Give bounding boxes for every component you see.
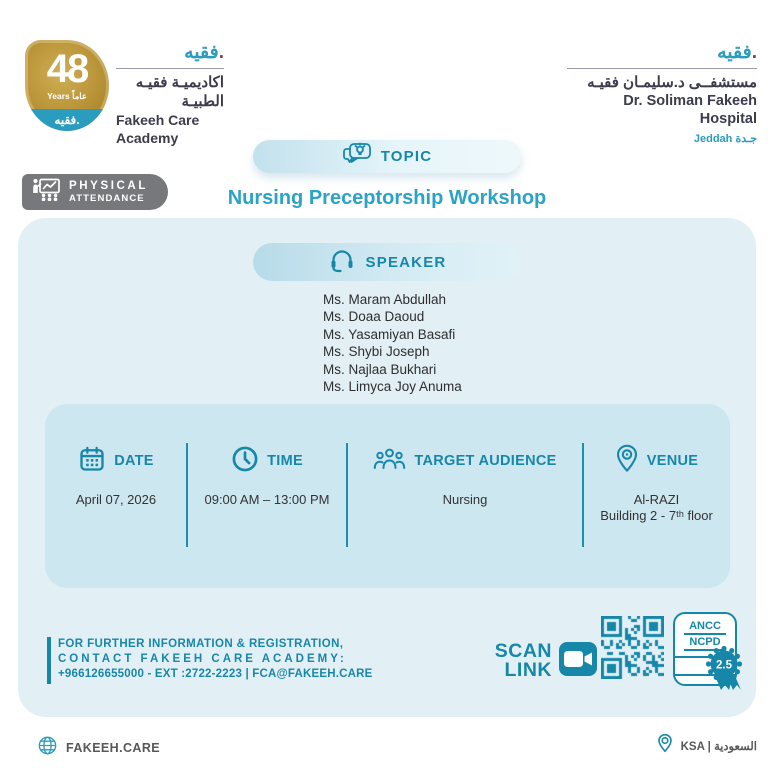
hospital-name-arabic: مستشفــى د.سليمـان فقيـه: [587, 74, 757, 91]
speaker-list: [323, 291, 462, 395]
date-value: April 07, 2026: [75, 492, 157, 507]
date-label: DATE: [114, 453, 154, 469]
contact-line-1: FOR FURTHER INFORMATION & REGISTRATION,: [58, 638, 344, 650]
time-column: [187, 404, 347, 588]
clock-icon: [231, 445, 259, 478]
accreditation-badge: [673, 612, 737, 686]
academy-logo-block: [116, 42, 224, 147]
map-pin-icon: [657, 733, 673, 759]
scan-link-label: SCAN LINK: [494, 640, 552, 681]
location-pin-icon: [615, 444, 639, 479]
anniversary-years-label: Years عاماً: [47, 91, 87, 101]
anniversary-band-logo: فقيه .: [25, 109, 109, 131]
speaker-label: SPEAKER: [365, 253, 447, 271]
fakeeh-wordmark-right: فقيه.: [717, 42, 757, 63]
footer-website: [38, 736, 160, 760]
topic-pill: [253, 140, 521, 173]
audience-label: TARGET AUDIENCE: [414, 453, 557, 469]
svg-text:2.5: 2.5: [716, 659, 732, 672]
hospital-name-english: Dr. Soliman Fakeeh Hospital: [623, 93, 757, 127]
topic-label: TOPIC: [380, 148, 433, 165]
event-details-card: [45, 404, 730, 588]
attendance-mode-label: PHYSICAL ATTENDANCE: [69, 180, 148, 204]
speaker-name: Ms. Doaa Daoud: [323, 309, 425, 325]
logo-divider: [567, 68, 757, 69]
city-label: Jeddah جـدة: [693, 133, 757, 145]
content-card: [18, 218, 756, 717]
logo-divider: [116, 68, 224, 69]
academy-name-english: Fakeeh Care Academy: [116, 112, 200, 146]
credit-seal: [701, 642, 747, 692]
contact-line-2: CONTACT FAKEEH CARE ACADEMY:: [58, 653, 347, 665]
website-label: FAKEEH.CARE: [66, 741, 160, 755]
workshop-title: Nursing Preceptorship Workshop: [227, 187, 547, 209]
speaker-name: Ms. Yasamiyan Basafi: [323, 326, 456, 342]
contact-accent-bar: [47, 637, 51, 684]
video-camera-icon: [559, 642, 597, 676]
contact-info: [58, 637, 373, 682]
fakeeh-wordmark-left: فقيه.: [184, 42, 224, 63]
speaker-name: Ms. Limyca Joy Anuma: [323, 379, 462, 395]
venue-column: [583, 404, 730, 588]
speaker-name: Ms. Maram Abdullah: [323, 292, 447, 307]
footer-location: [657, 733, 757, 759]
headset-icon: [328, 247, 356, 278]
speaker-pill: [253, 243, 521, 281]
speaker-name: Ms. Shybi Joseph: [323, 344, 430, 360]
academy-name-arabic: اكاديميـة فقيـه الطبيـة: [135, 74, 224, 110]
globe-icon: [38, 736, 57, 760]
audience-value: Nursing: [442, 492, 488, 507]
people-icon: [373, 446, 406, 476]
venue-label: VENUE: [646, 453, 699, 469]
location-label: KSA | السعودية: [680, 741, 757, 753]
contact-line-3: +966126655000 - EXT :2722-2223 | FCA@FAKEEH.CARE: [58, 668, 373, 680]
hospital-logo-block: [567, 42, 757, 145]
accreditation-org-2: NCPD: [684, 635, 726, 651]
anniversary-badge: [25, 40, 109, 131]
anniversary-number: 48: [46, 47, 88, 91]
qr-code: [601, 616, 664, 679]
time-value: 09:00 AM – 13:00 PM: [204, 492, 330, 507]
time-label: TIME: [267, 453, 303, 469]
date-column: [45, 404, 187, 588]
speaker-name: Ms. Najlaa Bukhari: [323, 361, 437, 377]
topic-icon: [342, 141, 372, 172]
audience-column: [347, 404, 583, 588]
accreditation-org-1: ANCC: [684, 619, 726, 635]
calendar-icon: [78, 445, 106, 478]
venue-value: Al-RAZI Building 2 - 7ᵗʰ floor: [600, 492, 713, 523]
